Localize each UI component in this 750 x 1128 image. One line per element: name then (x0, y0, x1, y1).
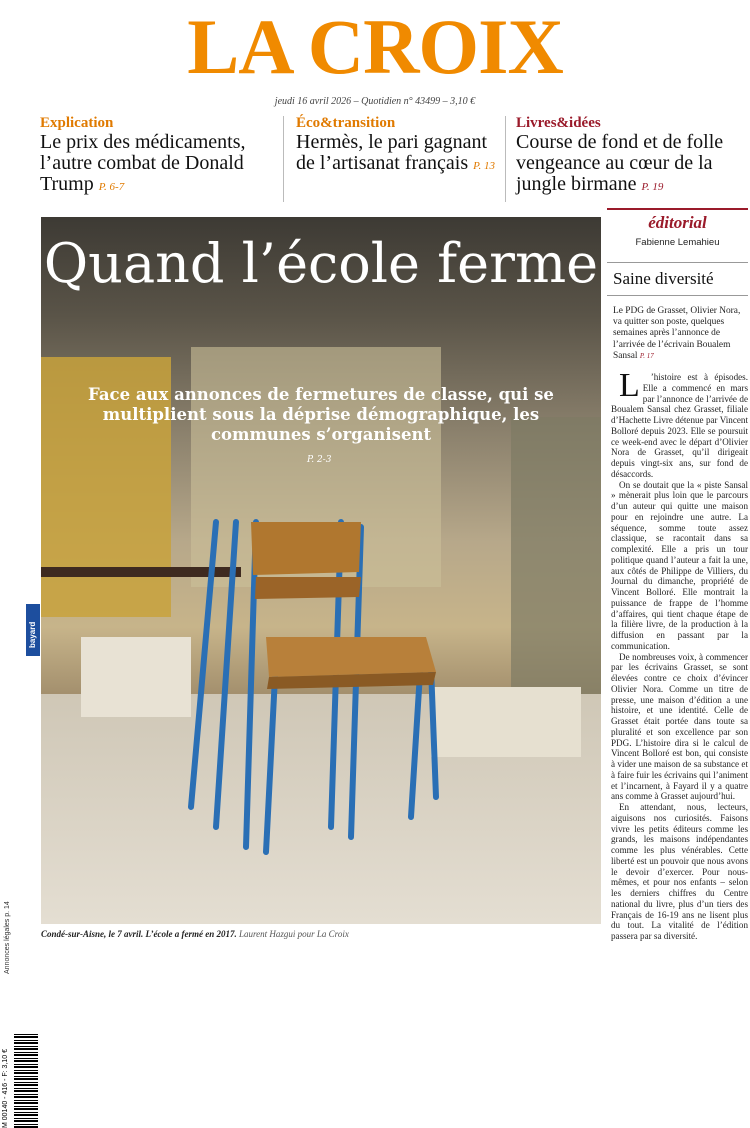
editorial-column (607, 208, 748, 942)
editorial-rule (607, 208, 748, 210)
editorial-paragraph: On se doutait que la « piste Sansal » mènerait plus loin que le parcours d’un auteur qui quitte une maison pour en rejoindre une autre. La séquence, somme toute assez classique, se racontait dans sa complexité. Elle a pris un tour politique quand l’auteur a fait la une, aux côtés de Philippe de Villiers, du Journal du dimanche, propriété de Vincent Bolloré. Elle montrait la puissance de frappe de l’homme d’affaires, qui tient chaque étape de la filière livre, de la production à la diffusion en passant par la communication. (611, 479, 748, 651)
left-margin (0, 204, 40, 1128)
teaser-page: P. 13 (473, 160, 495, 172)
barcode (14, 1034, 38, 1128)
photo-credit: Laurent Hazgui pour La Croix (238, 929, 349, 939)
editorial-label: éditorial (648, 213, 707, 232)
editorial-title[interactable]: Saine diversité (607, 262, 748, 296)
teaser-kicker: Explication (40, 115, 114, 131)
column-divider (505, 116, 506, 202)
masthead (0, 0, 750, 107)
editorial-page-ref: P. 17 (639, 351, 654, 360)
editorial-body: L ’histoire est à épisodes. Elle a commencé en mars par l’annonce de l’arrivée de Boualem Sansal chez Grasset, filiale d’Hachette Livre détenue par Vincent Bolloré depuis 2023. Elle se poursuit ce week-end avec le départ d’Olivier Nora de Grasset, qu’il dirigeait depuis vingt-six ans, sur fond de désaccords. On se doutait que la « piste Sansal » mènerait plus loin que le parcours d’un auteur qui quitte une maison pour en rejoindre une autre. La séquence, somme toute assez classique, se racontait dans sa complexité. Elle a pris un tour politique quand l’auteur a fait la une, aux côtés de Philippe de Villiers, du Journal du dimanche, propriété de Vincent Bolloré. Elle montrait la puissance de frappe de l’homme d’affaires, qui tient chaque étape de la filière livre, de la production à la diffusion en passant par la communication. De nombreuses voix, à commencer par les écrivains Grasset, se sont élevées contre ce choix d’évincer Olivier Nora. Comme un titre de presse, une maison d’édition a une histoire, et une identité. Celle de Grasset était portée dans toute sa pluralité et son excellence par son PDG. L’histoire dira si le calcul de Vincent Bolloré est bon, qui consiste à vider une maison de sa substance et à faire fuir les écrivains qui l’animent et l’incarnent, à Fayard il y a quatre ans comme à Grasset aujourd’hui. En attendant, nous, lecteurs, aiguisons nos curiosités. Faisons vivre les petits éditeurs comme les grands, les maisons indépendantes comme les plus vénérables. Cette liberté est un pouvoir que nous avons le devoir d’exercer. Pour nous-mêmes, et pour nos enfants – selon les derniers chiffres du Centre national du livre, plus d’un tiers des Français de 16-19 ans ne lisent plus du tout. La vitalité de l’édition passera par sa diversité. (611, 367, 748, 942)
editorial-chapo: Le PDG de Grasset, Olivier Nora, va quitter son poste, quelques semaines après l’annonce de l’arrivée de l’écrivain Boualem Sansal P. 17 (613, 306, 741, 361)
teaser-headline: Le prix des médicaments, l’autre combat de Donald Trump P. 6-7 (40, 131, 246, 195)
lead-deck: Face aux annonces de fermetures de classe, qui se multiplient sous la déprise démographique, les communes s’organisent (88, 385, 554, 444)
drop-cap: L (619, 367, 640, 405)
bayard-logo: bayard (26, 604, 40, 656)
lead-page-ref: P. 2-3 (307, 455, 332, 465)
editorial-paragraph: De nombreuses voix, à commencer par les écrivains Grasset, se sont élevées contre ce choix d’évincer Olivier Nora. Comme un titre de presse, une maison d’édition a une histoire, et une identité. Celle de Grasset était portée dans toute sa pluralité et son excellence par son PDG. L’histoire dira si le calcul de Vincent Bolloré est bon, qui consiste à vider une maison de sa substance et à faire fuir les écrivains qui l’animent et l’incarnent, à Fayard il y a quatre ans comme à Grasset aujourd’hui. (611, 651, 748, 802)
stacked-chairs-illustration (41, 217, 601, 924)
editorial-author: Fabienne Lemahieu (635, 237, 720, 248)
barcode-number: M 00140 - 416 - F: 3,10 € (2, 1049, 9, 1128)
teaser-strip (40, 114, 748, 204)
photo-caption: Condé-sur-Aisne, le 7 avril. L’école a fermé en 2017. Laurent Hazgui pour La Croix (41, 929, 349, 939)
newspaper-logo[interactable]: LA CROIX (187, 3, 563, 90)
teaser-eco-transition[interactable] (296, 114, 510, 204)
lead-photo[interactable] (41, 217, 601, 924)
lead-headline[interactable]: Quand l’école ferme (43, 232, 599, 295)
editorial-paragraph: En attendant, nous, lecteurs, aiguisons nos curiosités. Faisons vivre les petits éditeurs comme les grands, les maisons indépendantes comme les plus vénérables. Cette liberté est un pouvoir que nous avons le devoir d’exercer. Pour nous-mêmes, et pour nos enfants – selon les derniers chiffres du Centre national du livre, plus d’un tiers des Français de 16-19 ans ne lisent plus du tout. La vitalité de l’édition passera par sa diversité. (611, 802, 748, 942)
teaser-page: P. 19 (641, 181, 664, 193)
dateline: jeudi 16 avril 2026 – Quotidien n° 43499 – 3,10 € (274, 96, 476, 107)
legal-notice: Annonces légales p. 14 (4, 901, 11, 974)
teaser-livres-idees[interactable] (516, 114, 748, 204)
column-divider (283, 116, 284, 202)
teaser-headline: Course de fond et de folle vengeance au cœur de la jungle birmane P. 19 (516, 131, 724, 195)
teaser-page: P. 6-7 (98, 181, 125, 193)
teaser-headline: Hermès, le pari gagnant de l’artisanat français P. 13 (296, 131, 495, 174)
teaser-kicker: Livres&idées (516, 115, 601, 131)
teaser-explication[interactable] (40, 114, 276, 204)
teaser-kicker: Éco&transition (296, 115, 396, 131)
